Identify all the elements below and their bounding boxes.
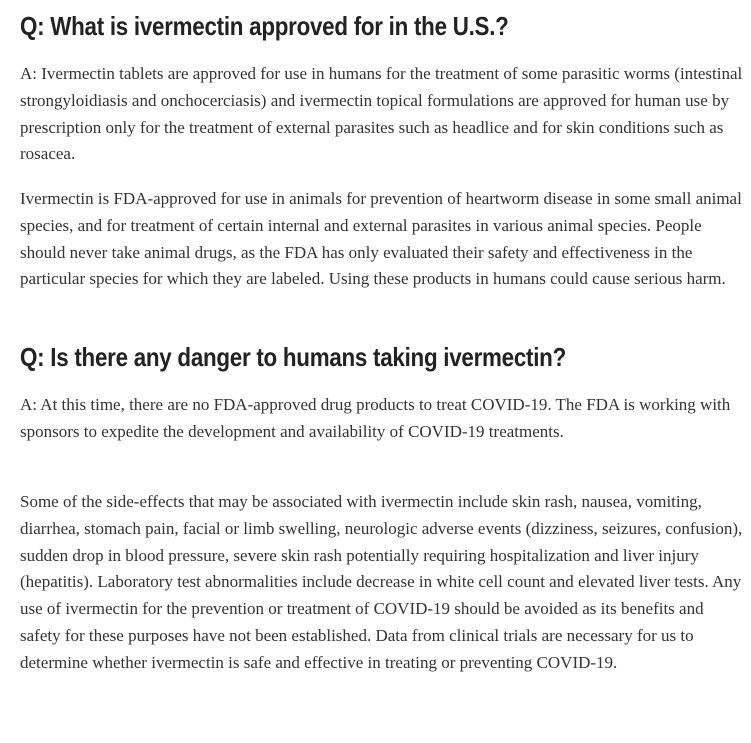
faq-answer-paragraph: A: At this time, there are no FDA-approved drug products to treat COVID-19. The FDA is working with sponsors to expedite the development and availability of COVID-19 treatments.: [20, 395, 731, 441]
faq-answer-paragraph: Some of the side-effects that may be associated with ivermectin include skin rash, nausea, vomiting, diarrhea, stomach pain, facial or limb swelling, neurologic adverse events (dizziness, seizures, confusion), sudden drop in blood pressure, severe skin rash potentially requiring hospitalization and liver injury (hepatitis). Laboratory test abnormalities include decrease in white cell count and elevated liver tests. Any use of ivermectin for the prevention or treatment of COVID-19 should be avoided as its benefits and safety for these purposes have not been established. Data from clinical trials are necessary for us to determine whether ivermectin is safe and effective in treating or preventing COVID-19.: [20, 492, 743, 672]
faq-question-danger-to-humans: Q: Is there any danger to humans taking ivermectin?: [20, 342, 566, 372]
faq-question-approved-uses: Q: What is ivermectin approved for in the U.S.?: [20, 11, 509, 41]
faq-answer-paragraph: A: Ivermectin tablets are approved for use in humans for the treatment of some parasitic worms (intestinal strongyloidiasis and onchocerciasis) and ivermectin topical formulations are approved for human use by prescription only for the treatment of external parasites such as headlice and for skin conditions such as rosacea.: [20, 64, 743, 164]
faq-answer-paragraph: Ivermectin is FDA-approved for use in animals for prevention of heartworm disease in some small animal species, and for treatment of certain internal and external parasites in various animal species. People should never take animal drugs, as the FDA has only evaluated their safety and effectiveness in the particular species for which they are labeled. Using these products in humans could cause serious harm.: [20, 189, 742, 289]
